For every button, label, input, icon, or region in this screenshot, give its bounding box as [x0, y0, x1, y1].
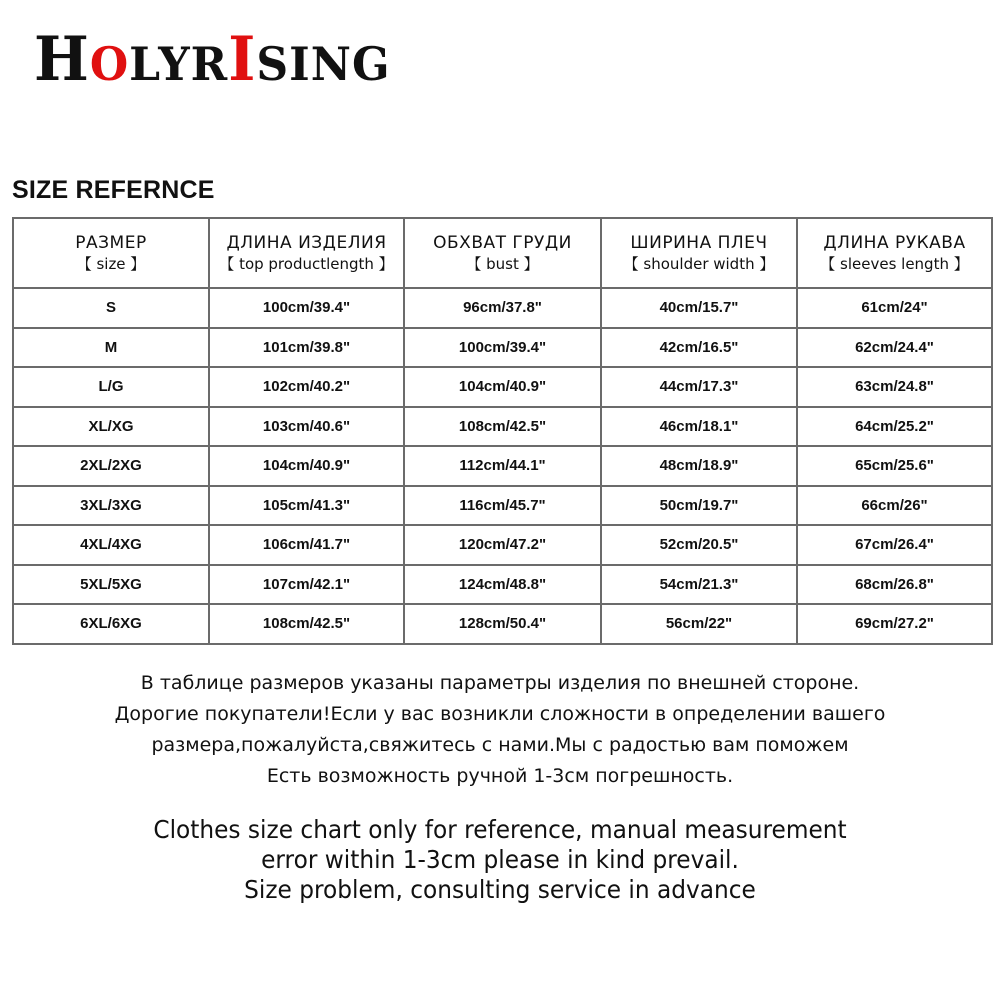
table-cell: 62cm/24.4"	[797, 328, 992, 368]
note-line: В таблице размеров указаны параметры изделия по внешней стороне.	[140, 672, 860, 694]
table-cell: 5XL/5XG	[13, 565, 209, 605]
table-cell: 54cm/21.3"	[601, 565, 797, 605]
note-line: Clothes size chart only for reference, manual measurement	[153, 815, 847, 844]
table-cell: 64cm/25.2"	[797, 407, 992, 447]
table-cell: 108cm/42.5"	[404, 407, 601, 447]
table-row	[13, 486, 992, 526]
table-cell: 3XL/3XG	[13, 486, 209, 526]
note-line: размера,пожалуйста,свяжитесь с нами.Мы с радостью вам поможем	[151, 734, 849, 756]
logo-letter-h: H	[34, 23, 90, 95]
table-cell: 107cm/42.1"	[209, 565, 404, 605]
table-row	[13, 407, 992, 447]
table-cell: M	[13, 328, 209, 368]
table-cell: 50cm/19.7"	[601, 486, 797, 526]
table-cell: 101cm/39.8"	[209, 328, 404, 368]
table-cell: 63cm/24.8"	[797, 367, 992, 407]
table-cell: 116cm/45.7"	[404, 486, 601, 526]
table-cell: 65cm/25.6"	[797, 446, 992, 486]
table-cell: 61cm/24"	[797, 288, 992, 328]
table-cell: S	[13, 288, 209, 328]
table-cell: 4XL/4XG	[13, 525, 209, 565]
table-cell: 100cm/39.4"	[209, 288, 404, 328]
table-cell: XL/XG	[13, 407, 209, 447]
table-row	[13, 446, 992, 486]
table-cell: 46cm/18.1"	[601, 407, 797, 447]
logo-letter-i: I	[228, 23, 257, 95]
table-cell: 44cm/17.3"	[601, 367, 797, 407]
notes-russian	[0, 668, 1000, 792]
table-cell: 112cm/44.1"	[404, 446, 601, 486]
table-cell: 66cm/26"	[797, 486, 992, 526]
header-length: ДЛИНА ИЗДЕЛИЯ 【 top productlength 】	[209, 218, 404, 288]
table-row	[13, 565, 992, 605]
table-cell: 103cm/40.6"	[209, 407, 404, 447]
table-cell: 105cm/41.3"	[209, 486, 404, 526]
table-cell: 6XL/6XG	[13, 604, 209, 644]
section-title: SIZE REFERNCE	[12, 176, 215, 204]
note-line: Дорогие покупатели!Если у вас возникли сложности в определении вашего	[114, 703, 886, 725]
table-cell: 100cm/39.4"	[404, 328, 601, 368]
table-cell: 102cm/40.2"	[209, 367, 404, 407]
table-cell: 52cm/20.5"	[601, 525, 797, 565]
notes-english	[35, 815, 965, 905]
table-row	[13, 328, 992, 368]
table-row	[13, 367, 992, 407]
table-cell: 68cm/26.8"	[797, 565, 992, 605]
table-cell: 42cm/16.5"	[601, 328, 797, 368]
note-line: error within 1-3cm please in kind prevail.	[261, 845, 739, 874]
table-cell: 48cm/18.9"	[601, 446, 797, 486]
table-cell: 120cm/47.2"	[404, 525, 601, 565]
header-size: РАЗМЕР 【 size 】	[13, 218, 209, 288]
table-row	[13, 525, 992, 565]
table-cell: 69cm/27.2"	[797, 604, 992, 644]
table-header-row	[13, 218, 992, 288]
table-row	[13, 604, 992, 644]
table-cell: 104cm/40.9"	[209, 446, 404, 486]
note-line: Есть возможность ручной 1-3см погрешность.	[266, 765, 734, 787]
table-cell: L/G	[13, 367, 209, 407]
size-table	[12, 217, 993, 645]
header-bust: ОБХВАТ ГРУДИ 【 bust 】	[404, 218, 601, 288]
table-cell: 67cm/26.4"	[797, 525, 992, 565]
header-sleeve: ДЛИНА РУКАВА 【 sleeves length 】	[797, 218, 992, 288]
table-cell: 2XL/2XG	[13, 446, 209, 486]
table-cell: 96cm/37.8"	[404, 288, 601, 328]
table-cell: 40cm/15.7"	[601, 288, 797, 328]
table-cell: 106cm/41.7"	[209, 525, 404, 565]
header-shoulder: ШИРИНА ПЛЕЧ 【 shoulder width 】	[601, 218, 797, 288]
note-line: Size problem, consulting service in advance	[244, 875, 756, 904]
logo-letter-o: O	[89, 37, 130, 92]
brand-logo: HOLYRISING	[34, 23, 391, 95]
table-cell: 104cm/40.9"	[404, 367, 601, 407]
table-cell: 108cm/42.5"	[209, 604, 404, 644]
table-row	[13, 288, 992, 328]
table-cell: 128cm/50.4"	[404, 604, 601, 644]
table-cell: 124cm/48.8"	[404, 565, 601, 605]
table-cell: 56cm/22"	[601, 604, 797, 644]
